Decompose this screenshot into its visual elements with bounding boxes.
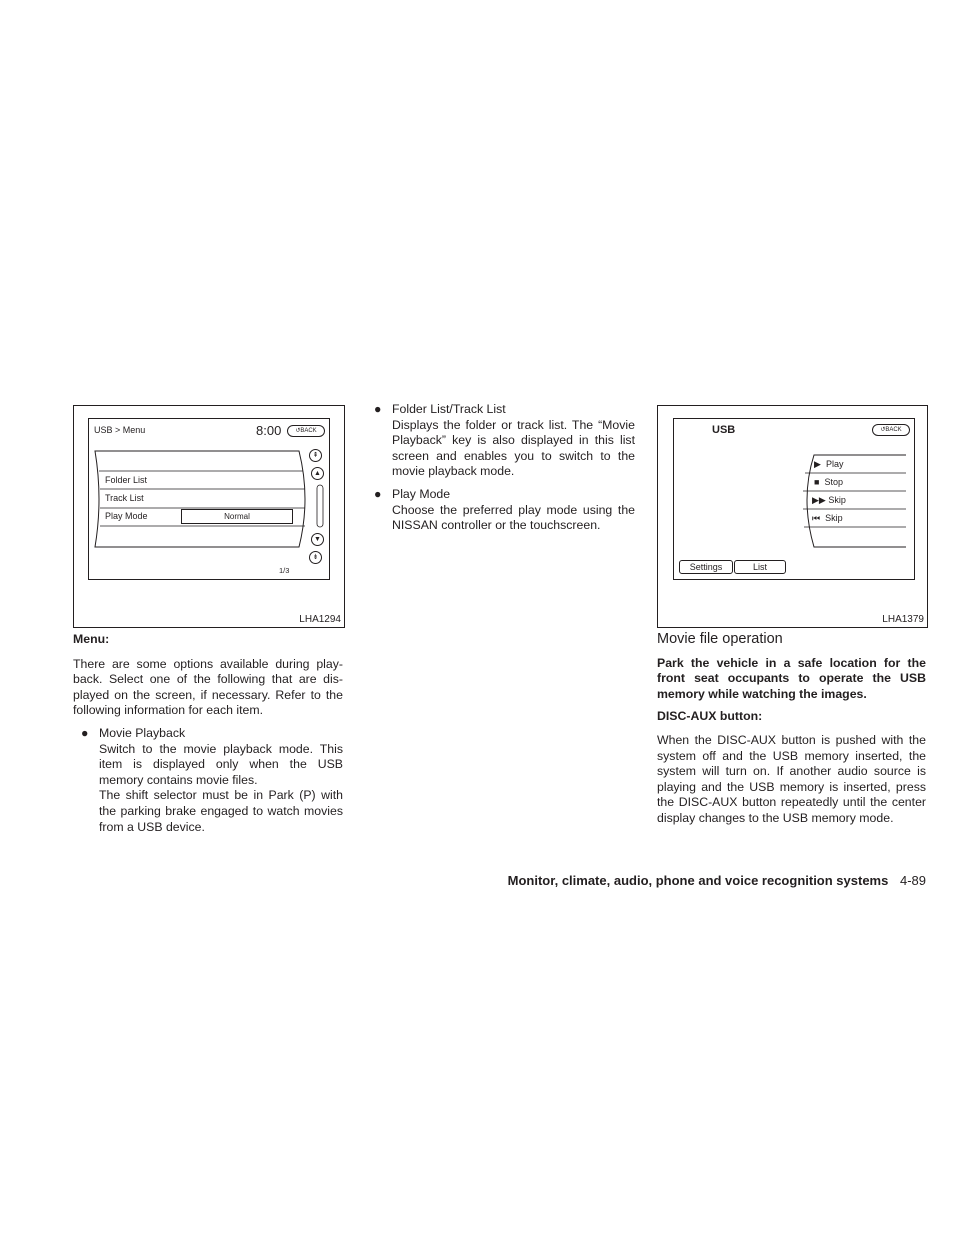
control-play[interactable]: ▶ Play (814, 459, 844, 469)
settings-button[interactable]: Settings (679, 560, 733, 574)
bullet-text-2: The shift selector must be in Park (P) with the parking brake engaged to watch movies from a USB device. (99, 788, 343, 834)
bullet-play-mode (366, 487, 635, 534)
scroll-up-icon[interactable]: ▲ (311, 467, 324, 480)
menu-item-track-list[interactable]: Track List (105, 493, 144, 503)
skip-back-icon: ⏮ (812, 513, 821, 523)
back-arrow-icon: ↺ (295, 428, 301, 434)
menu-item-folder-list[interactable]: Folder List (105, 475, 148, 485)
right-column (657, 632, 926, 827)
figure-code: LHA1379 (882, 614, 924, 625)
page-number: 4-89 (899, 873, 926, 888)
bullet-folder-track-list (366, 402, 635, 480)
bullet-text: Switch to the movie playback mode. This item is displayed only when the USB memory contains movie files. (99, 741, 343, 787)
left-column (73, 632, 343, 835)
bullet-text: Choose the preferred play mode using the NISSAN controller or the touchscreen. (392, 502, 635, 533)
play-icon: ▶ (814, 459, 821, 469)
figure-usb-menu (73, 405, 345, 628)
list-button[interactable]: List (734, 560, 786, 574)
bullet-title: Play Mode (392, 486, 451, 501)
footer-title: Monitor, climate, audio, phone and voice recognition systems (507, 873, 889, 888)
bullet-dot-icon: ● (81, 725, 89, 740)
control-stop[interactable]: ■ Stop (814, 477, 843, 487)
bullet-dot-icon: ● (374, 402, 382, 416)
scroll-bottom-icon[interactable]: ⇟ (309, 551, 322, 564)
skip-forward-icon: ▶▶ (812, 495, 826, 505)
section-title: Movie file operation (657, 631, 783, 647)
play-mode-value[interactable]: Normal (181, 509, 293, 524)
menu-heading: Menu: (73, 632, 110, 646)
control-skip-forward[interactable]: ▶▶ Skip (812, 495, 846, 505)
control-skip-back[interactable]: ⏮ Skip (812, 513, 843, 523)
menu-item-play-mode[interactable]: Play Mode (105, 511, 148, 521)
bullet-title: Movie Playback (99, 725, 186, 740)
bullet-dot-icon: ● (374, 486, 382, 501)
figure-code: LHA1294 (299, 614, 341, 625)
disc-aux-heading: DISC-AUX button: (657, 709, 763, 724)
bullet-text: Displays the folder or track list. The “Movie Playback” key is also displayed in this list screen and enables you to switch to the movie playback mode. (392, 417, 635, 479)
bullet-title: Folder List/Track List (392, 402, 506, 416)
back-button[interactable]: ↺BACK (287, 425, 325, 437)
middle-column (366, 402, 635, 534)
disc-aux-body: When the DISC-AUX button is pushed with the system off and the USB memory inserted, the system will turn on. If another audio source is playing and the USB memory is inserted, press the DISC-AUX button repeatedly until the center display changes to the USB memory mode. (657, 732, 926, 825)
figure-usb-movie (657, 405, 928, 628)
scroll-down-icon[interactable]: ▼ (311, 533, 324, 546)
bullet-movie-playback (73, 726, 343, 835)
clock: 8:00 (256, 423, 282, 438)
safety-warning: Park the vehicle in a safe location for the front seat occupants to operate the USB memory while watching the images. (657, 655, 926, 701)
scroll-top-icon[interactable]: ⇞ (309, 449, 322, 462)
back-arrow-icon: ↺ (880, 427, 886, 433)
back-button[interactable]: ↺BACK (872, 424, 910, 436)
page-indicator: 1/3 (279, 566, 290, 575)
usb-menu-screen (88, 418, 330, 580)
stop-icon: ■ (814, 477, 820, 487)
screen-header: USB > Menu (94, 425, 146, 435)
usb-movie-screen (673, 418, 915, 580)
controls-panel (674, 419, 914, 579)
page-footer (400, 873, 926, 888)
screen-header: USB (712, 424, 736, 436)
menu-intro: There are some options available during play-back. Select one of the following that are dis-played on the screen, if necessary. Refer to the following information for each item. (73, 656, 343, 718)
